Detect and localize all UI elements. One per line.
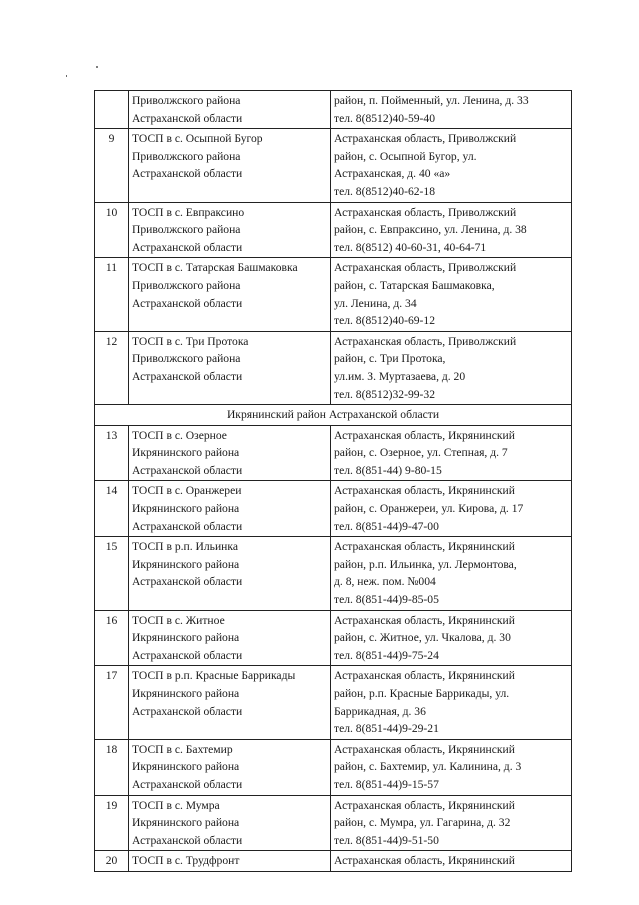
office-address-line: район, с. Три Протока, bbox=[334, 352, 446, 366]
table-row bbox=[95, 666, 572, 739]
office-name-line: Приволжского района bbox=[132, 278, 241, 292]
row-number: 16 bbox=[95, 610, 129, 666]
office-name-line: ТОСП в р.п. Красные Баррикады bbox=[132, 669, 296, 683]
row-number: 17 bbox=[95, 666, 129, 739]
office-name-line: Икрянинского района bbox=[132, 502, 240, 516]
office-name-line: Астраханской области bbox=[132, 833, 243, 847]
office-address-line: тел. 8(851-44)9-85-05 bbox=[334, 593, 439, 607]
office-address-line: тел. 8(8512)32-99-32 bbox=[334, 387, 436, 401]
office-address-line: тел. 8(8512)40-69-12 bbox=[334, 314, 436, 328]
office-name-line: Икрянинского района bbox=[132, 446, 240, 460]
row-number: 9 bbox=[95, 129, 129, 202]
offices-table-body bbox=[95, 91, 572, 872]
office-name-cell bbox=[129, 666, 331, 739]
office-name-line: Икрянинского района bbox=[132, 687, 240, 700]
office-name-cell bbox=[129, 610, 331, 666]
offices-table bbox=[94, 90, 572, 872]
row-number: 20 bbox=[95, 851, 129, 872]
table-row bbox=[95, 258, 572, 331]
office-name-line: Астраханской области bbox=[132, 111, 243, 125]
office-address-line: район, с. Мумра, ул. Гагарина, д. 32 bbox=[334, 816, 511, 830]
office-address-cell bbox=[331, 851, 572, 872]
office-name-line: ТОСП в р.п. Ильинка bbox=[132, 540, 238, 554]
office-address-cell bbox=[331, 666, 572, 739]
office-name-line: ТОСП в с. Бахтемир bbox=[132, 742, 233, 756]
office-name-cell bbox=[129, 481, 331, 537]
office-address-line: тел. 8(8512)40-62-18 bbox=[334, 184, 436, 198]
table-row bbox=[95, 91, 572, 129]
office-address-line: район, с. Житное, ул. Чкалова, д. 30 bbox=[334, 631, 511, 645]
row-number: 10 bbox=[95, 202, 129, 258]
office-name-line: Икрянинского района bbox=[132, 760, 240, 774]
row-number: 15 bbox=[95, 537, 129, 610]
scan-speck bbox=[96, 66, 98, 68]
office-name-line: Астраханской области bbox=[132, 167, 243, 181]
office-address-cell bbox=[331, 610, 572, 666]
office-name-line: Приволжского района bbox=[132, 223, 241, 237]
office-address-line: Астраханская область, Икрянинский bbox=[334, 613, 515, 627]
office-name-cell bbox=[129, 129, 331, 202]
office-address-line: Астраханская область, Икрянинский bbox=[334, 540, 515, 554]
office-address-cell bbox=[331, 129, 572, 202]
office-name-line: Астраханской области bbox=[132, 240, 243, 254]
office-address-line: Астраханская область, Приволжский bbox=[334, 132, 517, 146]
office-name-cell bbox=[129, 795, 331, 851]
office-address-line: тел. 8(8512) 40-60-31, 40-64-71 bbox=[334, 240, 487, 254]
office-name-line: Икрянинского района bbox=[132, 557, 240, 571]
section-heading: Икрянинский район Астраханской области bbox=[95, 405, 572, 426]
office-address-line: Астраханская область, Икрянинский bbox=[334, 484, 515, 498]
office-name-line: ТОСП в с. Татарская Башмаковка bbox=[132, 261, 298, 275]
scan-speck bbox=[66, 75, 67, 77]
office-address-line: ул. Ленина, д. 34 bbox=[334, 296, 417, 310]
office-address-line: Астраханская область, Приволжский bbox=[334, 261, 517, 275]
office-address-line: Астраханская область, Приволжский bbox=[334, 334, 517, 348]
table-row bbox=[95, 202, 572, 258]
office-name-line: Астраханской области bbox=[132, 704, 243, 718]
office-address-line: Астраханская область, Икрянинский bbox=[334, 798, 515, 812]
row-number: 14 bbox=[95, 481, 129, 537]
office-name-line: ТОСП в с. Озерное bbox=[132, 428, 227, 442]
office-name-line: Приволжского района bbox=[132, 94, 241, 107]
office-name-line: ТОСП в с. Житное bbox=[132, 613, 225, 627]
office-name-line: ТОСП в с. Евпраксино bbox=[132, 205, 245, 219]
office-name-line: Астраханской области bbox=[132, 648, 243, 662]
office-address-line: ул.им. З. Муртазаева, д. 20 bbox=[334, 369, 466, 383]
office-name-line: Астраханской области bbox=[132, 519, 243, 533]
office-address-line: район, с. Евпраксино, ул. Ленина, д. 38 bbox=[334, 223, 527, 237]
office-address-cell bbox=[331, 91, 572, 129]
office-name-line: ТОСП в с. Осыпной Бугор bbox=[132, 132, 263, 146]
table-row bbox=[95, 481, 572, 537]
table-row bbox=[95, 331, 572, 404]
table-row bbox=[95, 739, 572, 795]
office-name-line: Икрянинского района bbox=[132, 816, 240, 830]
office-name-cell bbox=[129, 331, 331, 404]
office-name-line: ТОСП в с. Мумра bbox=[132, 798, 220, 812]
office-address-cell bbox=[331, 537, 572, 610]
office-name-line: ТОСП в с. Оранжереи bbox=[132, 484, 242, 498]
office-address-line: тел. 8(851-44)9-15-57 bbox=[334, 777, 439, 791]
office-name-cell bbox=[129, 425, 331, 481]
office-address-line: Астраханская область, Икрянинский bbox=[334, 428, 515, 442]
section-row bbox=[95, 405, 572, 426]
row-number bbox=[95, 91, 129, 129]
office-name-cell bbox=[129, 202, 331, 258]
office-address-cell bbox=[331, 739, 572, 795]
office-name-cell bbox=[129, 537, 331, 610]
row-number: 18 bbox=[95, 739, 129, 795]
office-address-line: район, р.п. Красные Баррикады, ул. bbox=[334, 687, 510, 700]
office-address-line: район, с. Оранжереи, ул. Кирова, д. 17 bbox=[334, 502, 524, 516]
office-name-line: Астраханской области bbox=[132, 575, 243, 589]
office-address-line: тел. 8(851-44) 9-80-15 bbox=[334, 463, 442, 477]
office-name-line: Астраханской области bbox=[132, 777, 243, 791]
office-name-line: Приволжского района bbox=[132, 352, 241, 366]
table-row bbox=[95, 537, 572, 610]
office-name-cell bbox=[129, 258, 331, 331]
office-address-line: тел. 8(851-44)9-29-21 bbox=[334, 722, 439, 736]
office-name-line: ТОСП в с. Три Протока bbox=[132, 334, 249, 348]
row-number: 11 bbox=[95, 258, 129, 331]
office-name-line: Приволжского района bbox=[132, 149, 241, 163]
office-address-cell bbox=[331, 795, 572, 851]
office-address-line: тел. 8(851-44)9-51-50 bbox=[334, 833, 439, 847]
office-name-cell bbox=[129, 91, 331, 129]
office-name-cell bbox=[129, 739, 331, 795]
office-address-line: Астраханская, д. 40 «а» bbox=[334, 167, 451, 181]
office-address-line: Баррикадная, д. 36 bbox=[334, 704, 426, 718]
office-address-line: район, р.п. Ильинка, ул. Лермонтова, bbox=[334, 557, 517, 571]
office-name-line: Астраханской области bbox=[132, 369, 243, 383]
office-address-line: д. 8, неж. пом. №004 bbox=[334, 575, 436, 589]
office-name-line: Астраханской области bbox=[132, 296, 243, 310]
office-address-line: тел. 8(851-44)9-47-00 bbox=[334, 519, 439, 533]
office-address-line: Астраханская область, Икрянинский bbox=[334, 854, 515, 868]
office-name-line: Икрянинского района bbox=[132, 631, 240, 645]
office-address-cell bbox=[331, 258, 572, 331]
office-address-line: район, с. Озерное, ул. Степная, д. 7 bbox=[334, 446, 508, 460]
office-address-cell bbox=[331, 202, 572, 258]
office-name-line: Астраханской области bbox=[132, 463, 243, 477]
table-row bbox=[95, 851, 572, 872]
office-address-cell bbox=[331, 331, 572, 404]
office-name-cell bbox=[129, 851, 331, 872]
office-address-line: Астраханская область, Приволжский bbox=[334, 205, 517, 219]
row-number: 13 bbox=[95, 425, 129, 481]
office-address-line: район, с. Татарская Башмаковка, bbox=[334, 278, 495, 292]
row-number: 12 bbox=[95, 331, 129, 404]
table-row bbox=[95, 795, 572, 851]
office-address-cell bbox=[331, 425, 572, 481]
table-row bbox=[95, 425, 572, 481]
office-address-line: район, с. Осыпной Бугор, ул. bbox=[334, 149, 477, 163]
table-row bbox=[95, 129, 572, 202]
table-row bbox=[95, 610, 572, 666]
office-address-line: район, п. Пойменный, ул. Ленина, д. 33 bbox=[334, 94, 529, 107]
office-address-line: тел. 8(851-44)9-75-24 bbox=[334, 648, 439, 662]
office-address-line: район, с. Бахтемир, ул. Калинина, д. 3 bbox=[334, 760, 522, 774]
office-address-line: тел. 8(8512)40-59-40 bbox=[334, 111, 436, 125]
row-number: 19 bbox=[95, 795, 129, 851]
office-address-line: Астраханская область, Икрянинский bbox=[334, 742, 515, 756]
office-address-line: Астраханская область, Икрянинский bbox=[334, 669, 515, 683]
office-address-cell bbox=[331, 481, 572, 537]
office-name-line: ТОСП в с. Трудфронт bbox=[132, 854, 240, 868]
